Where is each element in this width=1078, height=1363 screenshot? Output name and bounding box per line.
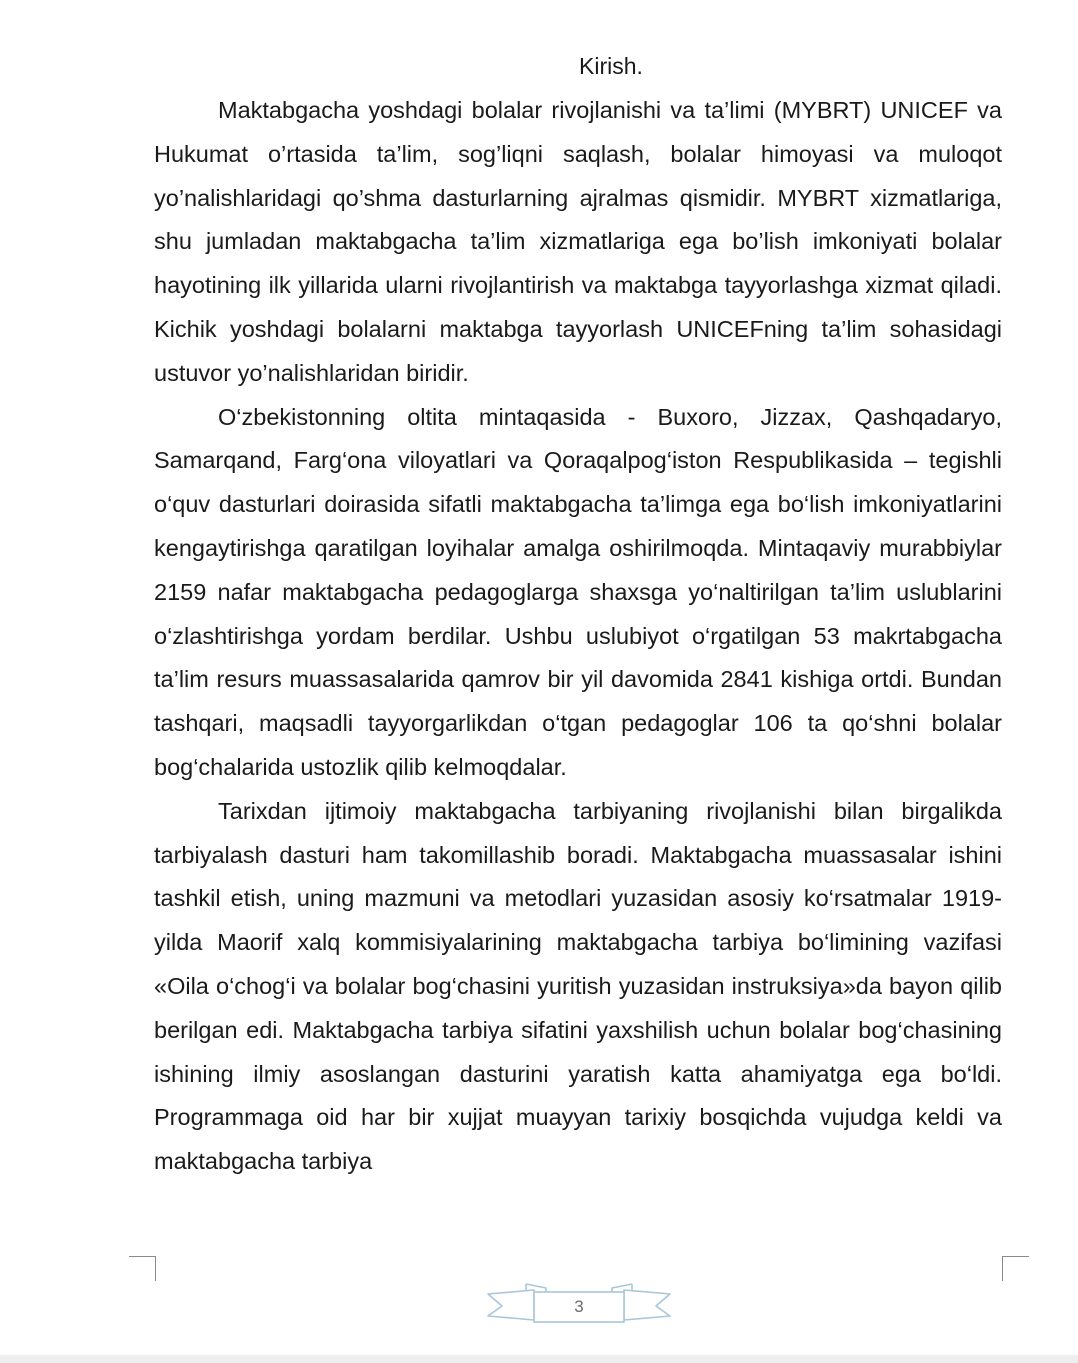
paragraph-1: Maktabgacha yoshdagi bolalar rivojlanishi va ta’limi (MYBRT) UNICEF va Hukumat o’rtasida ta’lim, sog’liqni saqlash, bolalar himoyasi va muloqot yo’nalishlaridagi qo’shma dasturlarning ajralmas qismidir. MYBRT xizmatlariga, shu jumladan maktabgacha ta’lim xizmatlariga ega bo’lish imkoniyati bolalar hayotining ilk yillarida ularni rivojlantirish va maktabga tayyorlashga xizmat qiladi. Kichik yoshdagi bolalarni maktabga tayyorlash UNICEFning ta’lim sohasidagi ustuvor yo’nalishlaridan biridir. — [154, 97, 1002, 386]
viewer-bottom-edge — [0, 1355, 1078, 1363]
page-title: Kirish. — [579, 53, 643, 79]
page-number: 3 — [574, 1297, 584, 1316]
paragraph-2: O‘zbekistonning oltita mintaqasida - Buxoro, Jizzax, Qashqadaryo, Samarqand, Farg‘ona viloyatlari va Qoraqalpog‘iston Respublikasida – tegishli o‘quv dasturlari doirasida sifatli maktabgacha ta’limga ega bo‘lish imkoniyatlarini kengaytirishga qaratilgan loyihalar amalga oshirilmoqda. Mintaqaviy murabbiylar 2159 nafar maktabgacha pedagoglarga shaxsga yo‘naltirilgan ta’lim uslublarini o‘zlashtirishga yordam berdilar. Ushbu uslubiyot o‘rgatilgan 53 makrtabgacha ta’lim resurs muassasalarida qamrov bir yil davomida 2841 kishiga ortdi. Bundan tashqari, maqsadli tayyorgarlikdan o‘tgan pedagoglar 106 ta qo‘shni bolalar bog‘chalarida ustozlik qilib kelmoqdalar. — [154, 403, 1002, 780]
paragraph-3: Tarixdan ijtimoiy maktabgacha tarbiyaning rivojlanishi bilan birgalikda tarbiyalash dasturi ham takomillashib boradi. Maktabgacha muassasalar ishini tashkil etish, uning mazmuni va metodlari yuzasidan asosiy ko‘rsatmalar 1919- yilda Maorif xalq kommisiyalarining maktabgacha tarbiya bo‘limining vazifasi «Oila o‘chog‘i va bolalar bog‘chasini yuritish yuzasidan instruksiya»da bayon qilib berilgan edi. Maktabgacha tarbiya sifatini yaxshilish uchun bolalar bog‘chasining ishining ilmiy asoslangan dasturini yaratish katta ahamiyatga ega bo‘ldi. Programmaga oid har bir xujjat muayyan tarixiy bosqichda vujudga keldi va maktabgacha tarbiya — [154, 797, 1002, 1175]
document-body — [154, 89, 1002, 1184]
page-corner-mark-left — [129, 1256, 156, 1281]
page-number-ribbon — [486, 1280, 672, 1332]
page-corner-mark-right — [1002, 1256, 1029, 1281]
